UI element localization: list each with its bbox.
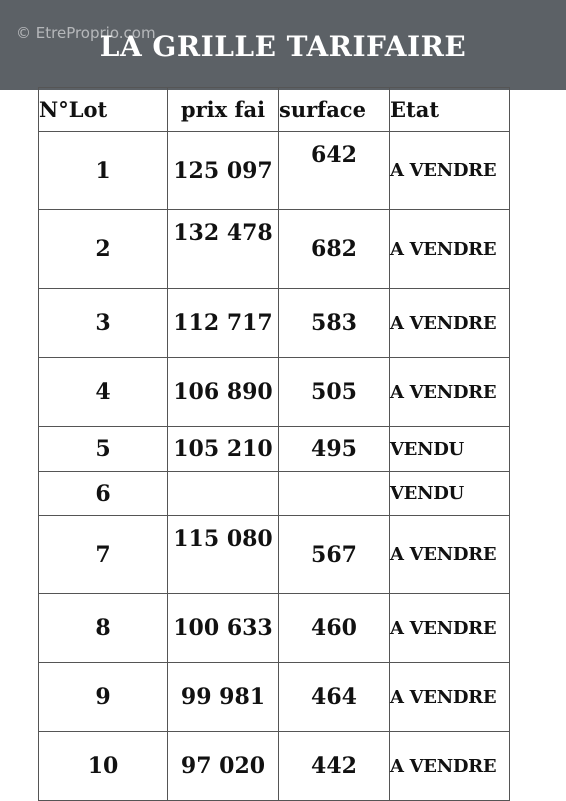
table-row [39, 472, 510, 516]
etat-cell: VENDU [390, 427, 510, 472]
prix-cell: 132 478 [168, 210, 279, 289]
prix-cell: 115 080 [168, 516, 279, 594]
lot-cell: 4 [39, 358, 168, 427]
lot-cell: 5 [39, 427, 168, 472]
surface-cell: 642 [279, 132, 390, 210]
lot-cell: 8 [39, 594, 168, 663]
etat-cell: A VENDRE [390, 132, 510, 210]
lot-cell: 1 [39, 132, 168, 210]
surface-cell: 567 [279, 516, 390, 594]
column-header-surface: surface [279, 88, 390, 132]
table-row [39, 210, 510, 289]
surface-cell [279, 472, 390, 516]
prix-cell: 99 981 [168, 663, 279, 732]
etat-cell: A VENDRE [390, 516, 510, 594]
column-header-etat: Etat [390, 88, 510, 132]
etat-cell: A VENDRE [390, 594, 510, 663]
price-table [38, 87, 510, 801]
surface-cell: 495 [279, 427, 390, 472]
table-row [39, 516, 510, 594]
table-header-row [39, 88, 510, 132]
lot-cell: 3 [39, 289, 168, 358]
surface-cell: 442 [279, 732, 390, 801]
etat-cell: VENDU [390, 472, 510, 516]
table-row [39, 132, 510, 210]
watermark: © EtreProprio.com [16, 24, 156, 42]
page-title: LA GRILLE TARIFAIRE [99, 30, 467, 63]
lot-cell: 9 [39, 663, 168, 732]
table-row [39, 732, 510, 801]
etat-cell: A VENDRE [390, 289, 510, 358]
etat-cell: A VENDRE [390, 358, 510, 427]
lot-cell: 10 [39, 732, 168, 801]
surface-cell: 505 [279, 358, 390, 427]
lot-cell: 6 [39, 472, 168, 516]
column-header-lot: N°Lot [39, 88, 168, 132]
surface-cell: 682 [279, 210, 390, 289]
etat-cell: A VENDRE [390, 210, 510, 289]
table-row [39, 427, 510, 472]
prix-cell: 106 890 [168, 358, 279, 427]
etat-cell: A VENDRE [390, 663, 510, 732]
table-row [39, 358, 510, 427]
surface-cell: 464 [279, 663, 390, 732]
lot-cell: 7 [39, 516, 168, 594]
column-header-prix: prix fai [168, 88, 279, 132]
header-banner [0, 0, 566, 90]
etat-cell: A VENDRE [390, 732, 510, 801]
prix-cell: 125 097 [168, 132, 279, 210]
prix-cell [168, 472, 279, 516]
surface-cell: 583 [279, 289, 390, 358]
table-row [39, 289, 510, 358]
prix-cell: 100 633 [168, 594, 279, 663]
surface-cell: 460 [279, 594, 390, 663]
lot-cell: 2 [39, 210, 168, 289]
table-row [39, 663, 510, 732]
table-row [39, 594, 510, 663]
prix-cell: 105 210 [168, 427, 279, 472]
prix-cell: 97 020 [168, 732, 279, 801]
prix-cell: 112 717 [168, 289, 279, 358]
